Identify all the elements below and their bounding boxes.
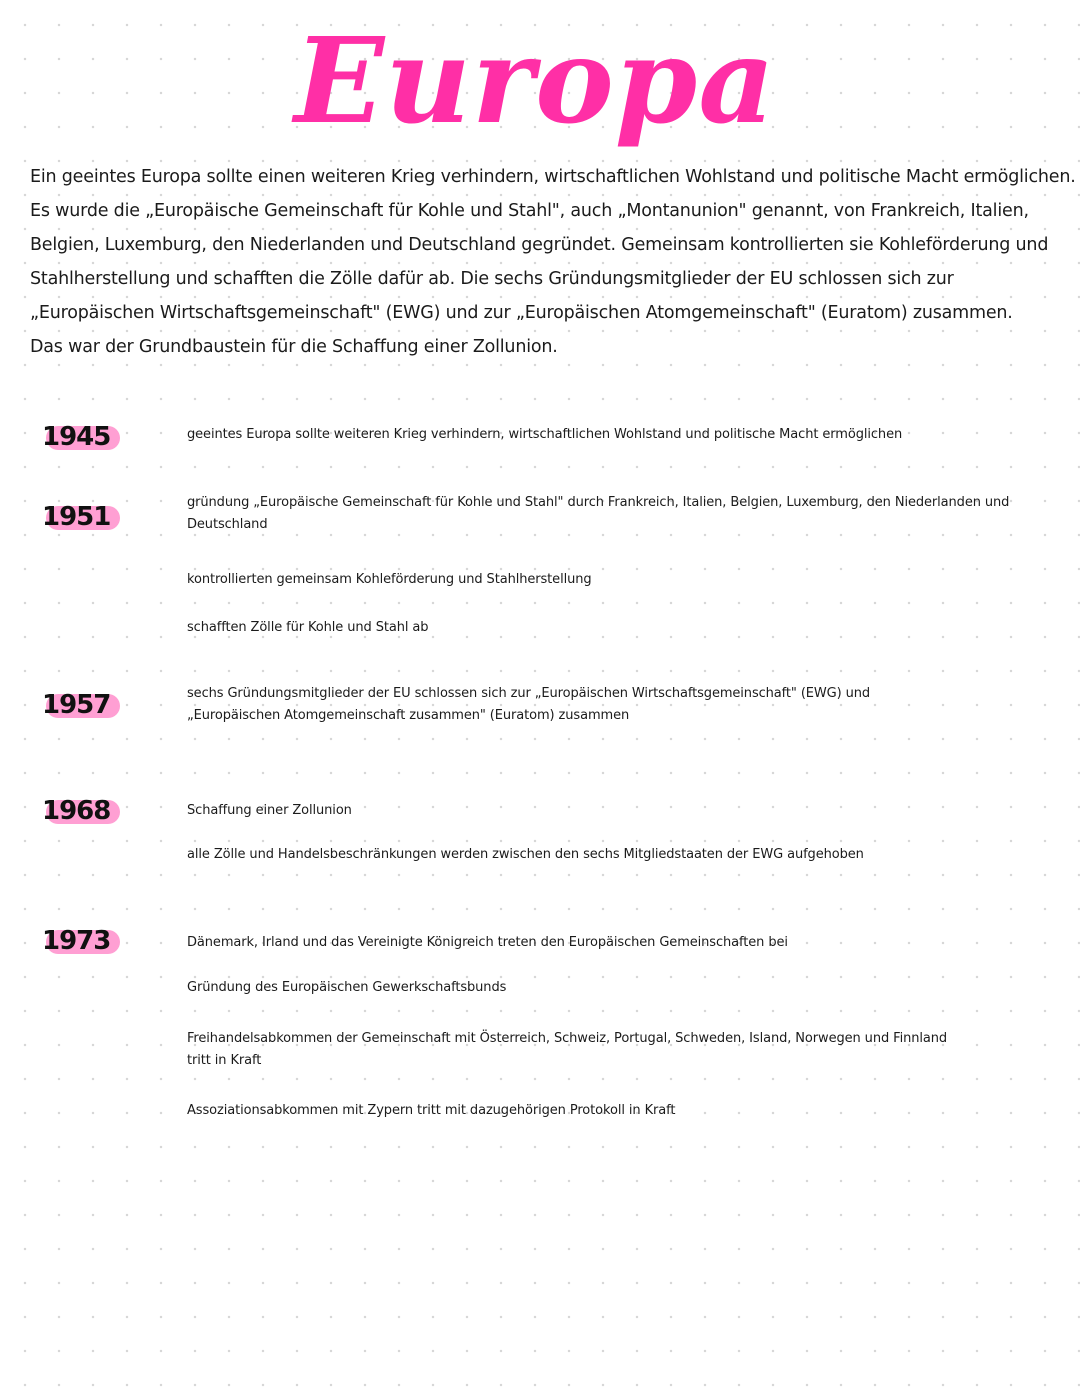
timeline-entry: Gründung des Europäischen Gewerkschaftsbunds bbox=[187, 980, 507, 995]
timeline-year-1945 bbox=[42, 420, 122, 454]
timeline-entry: sechs Gründungsmitglieder der EU schlossen sich zur „Europäischen Wirtschaftsgemeinschaft" (EWG) und „Europäischen Atomgemeinschaft zusammen" (Euratom) zusammen bbox=[187, 686, 871, 723]
timeline-year-1957 bbox=[42, 688, 122, 722]
intro-line: „Europäischen Wirtschaftsgemeinschaft" (EWG) und zur „Europäischen Atomgemeinschaft" (Euratom) zusammen. bbox=[30, 303, 1013, 323]
intro-line: Belgien, Luxemburg, den Niederlanden und Deutschland gegründet. Gemeinsam kontrollierten sie Kohleförderung und bbox=[30, 235, 1049, 255]
year-label: 1973 bbox=[42, 926, 111, 956]
timeline-entry: Schaffung einer Zollunion bbox=[187, 803, 352, 818]
timeline-entry: kontrollierten gemeinsam Kohleförderung und Stahlherstellung bbox=[187, 572, 592, 587]
year-label: 1968 bbox=[42, 796, 111, 826]
intro-paragraph bbox=[30, 160, 1076, 364]
timeline-year-1951 bbox=[42, 500, 122, 534]
year-label: 1945 bbox=[42, 422, 111, 452]
timeline-year-1973 bbox=[42, 924, 122, 958]
year-label: 1957 bbox=[42, 690, 111, 720]
intro-line: Das war der Grundbaustein für die Schaffung einer Zollunion. bbox=[30, 337, 558, 357]
timeline-year-1968 bbox=[42, 794, 122, 828]
timeline-entry: gründung „Europäische Gemeinschaft für Kohle und Stahl" durch Frankreich, Italien, Belgien, Luxemburg, den Niederlanden und Deutschland bbox=[187, 495, 1010, 532]
page-title: Europa bbox=[294, 11, 776, 150]
timeline-entry: schafften Zölle für Kohle und Stahl ab bbox=[187, 620, 429, 635]
intro-line: Stahlherstellung und schafften die Zölle dafür ab. Die sechs Gründungsmitglieder der EU schlossen sich zur bbox=[30, 269, 954, 289]
intro-line: Ein geeintes Europa sollte einen weiteren Krieg verhindern, wirtschaftlichen Wohlstand und politische Macht ermöglichen. bbox=[30, 167, 1076, 187]
timeline-entry: Dänemark, Irland und das Vereinigte Königreich treten den Europäischen Gemeinschaften bei bbox=[187, 935, 788, 950]
timeline-entry: alle Zölle und Handelsbeschränkungen werden zwischen den sechs Mitgliedstaaten der EWG aufgehoben bbox=[187, 847, 864, 862]
intro-line: Es wurde die „Europäische Gemeinschaft für Kohle und Stahl", auch „Montanunion" genannt, von Frankreich, Italien, bbox=[30, 201, 1029, 221]
timeline-entry: Freihandelsabkommen der Gemeinschaft mit Österreich, Schweiz, Portugal, Schweden, Island, Norwegen und Finnland tritt in Kraft bbox=[187, 1031, 948, 1068]
year-label: 1951 bbox=[42, 502, 111, 532]
timeline-entry: geeintes Europa sollte weiteren Krieg verhindern, wirtschaftlichen Wohlstand und politische Macht ermöglichen bbox=[187, 427, 903, 442]
timeline-entry: Assoziationsabkommen mit Zypern tritt mit dazugehörigen Protokoll in Kraft bbox=[187, 1103, 676, 1118]
